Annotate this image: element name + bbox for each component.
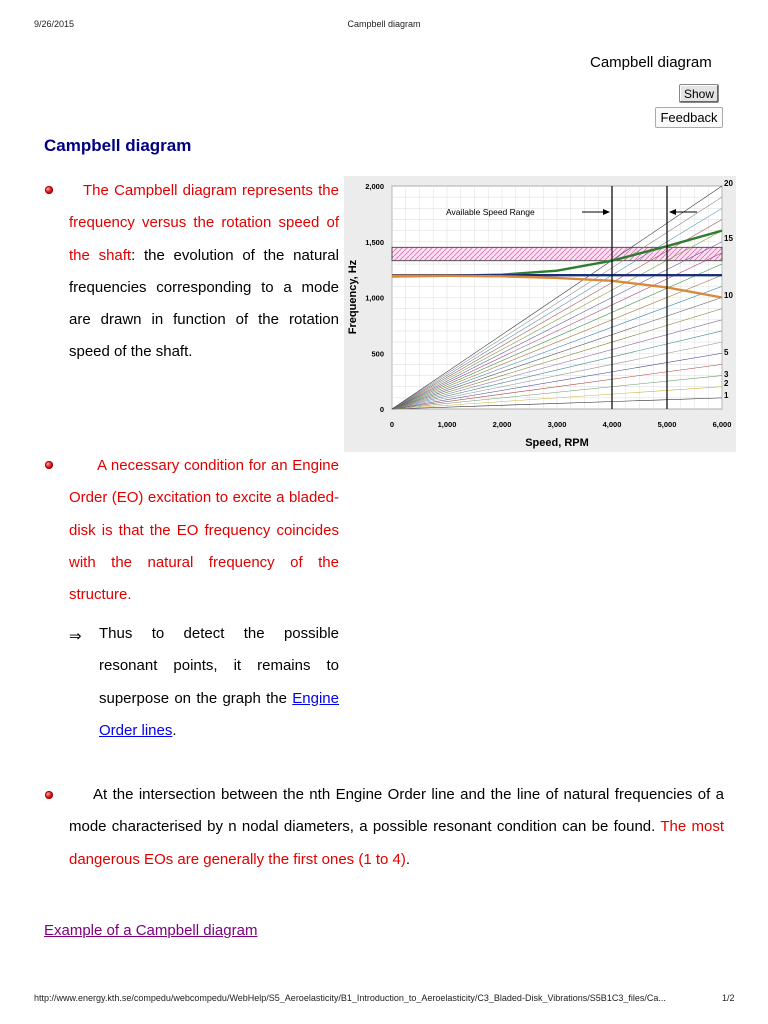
campbell-chart-svg	[344, 176, 736, 452]
example-campbell-link[interactable]: Example of a Campbell diagram	[44, 922, 258, 939]
y-axis-label: Frequency, Hz	[347, 259, 359, 335]
y-tick-label: 500	[371, 349, 384, 359]
engine-order-label: 2	[724, 379, 729, 388]
engine-order-label: 20	[724, 179, 733, 188]
feedback-button[interactable]: Feedback	[655, 107, 723, 128]
speed-range-annotation: Available Speed Range	[446, 207, 535, 217]
bullet-2-sub-body: Thus to detect the possible resonant points, it remains to superpose on the graph the	[99, 625, 339, 707]
y-tick-label: 0	[379, 405, 384, 414]
engine-order-label: 3	[724, 370, 729, 379]
bullet-icon	[45, 791, 53, 799]
arrow-icon: ⇒	[69, 628, 82, 645]
y-tick-label: 1,000	[365, 293, 384, 303]
engine-order-label: 1	[724, 391, 729, 400]
bullet-icon	[45, 461, 53, 469]
bullet-2-sub-text	[99, 618, 339, 747]
engine-order-lines-link[interactable]: Engine Order lines	[99, 689, 339, 739]
bullet-icon	[45, 186, 53, 194]
y-tick-label: 2,000	[365, 182, 384, 191]
bullet-3-red-text: The most dangerous EOs are generally the first ones (1 to 4)	[69, 818, 725, 868]
x-tick-label: 0	[389, 420, 395, 429]
bullet-2-text: A necessary condition for an Engine Order (EO) excitation to excite a bladed-disk is that the EO frequency coincides with the natural frequency of the structure.	[69, 457, 339, 604]
campbell-chart	[344, 176, 736, 452]
engine-order-label: 5	[724, 348, 729, 357]
x-tick-label: 2,000	[492, 420, 512, 429]
bullet-1-text	[69, 175, 339, 369]
engine-order-label: 15	[724, 234, 733, 243]
print-date: 9/26/2015	[34, 19, 75, 29]
bullet-1-red-text: The Campbell diagram represents the frequency versus the rotation speed of the shaft	[69, 182, 339, 264]
bullet-1-rest-text: : the evolution of the natural frequencies corresponding to a mode are drawn in function of the rotation speed of the shaft.	[69, 246, 339, 361]
bullet-3-end: .	[405, 850, 411, 868]
bullet-3-body: At the intersection between the nth Engine Order line and the line of natural frequencies of a mode characterised by n nodal diameters, a possible resonant condition can be found.	[69, 786, 724, 836]
show-button[interactable]: Show	[679, 84, 719, 103]
x-tick-label: 6,000	[712, 420, 732, 429]
footer-url: http://www.energy.kth.se/compedu/webcompedu/WebHelp/S5_Aeroelasticity/B1_Introduction_to_Aeroelasticity/C3_Bladed-Disk_Vibrations/S5B1C3_files/Ca...	[34, 993, 666, 1003]
x-tick-label: 3,000	[547, 420, 567, 429]
print-title: Campbell diagram	[347, 19, 421, 29]
x-tick-label: 1,000	[437, 420, 457, 429]
frequency-band	[392, 247, 722, 260]
header-title: Campbell diagram	[590, 54, 712, 71]
x-tick-label: 4,000	[602, 420, 622, 429]
x-tick-label: 5,000	[657, 420, 677, 429]
engine-order-label: 10	[724, 291, 733, 300]
bullet-2-sub-end: .	[172, 721, 177, 739]
y-tick-label: 1,500	[365, 237, 384, 247]
bullet-3-text	[69, 779, 724, 876]
x-axis-label: Speed, RPM	[525, 437, 589, 449]
page-title: Campbell diagram	[44, 136, 192, 155]
footer-page-number: 1/2	[722, 993, 735, 1003]
